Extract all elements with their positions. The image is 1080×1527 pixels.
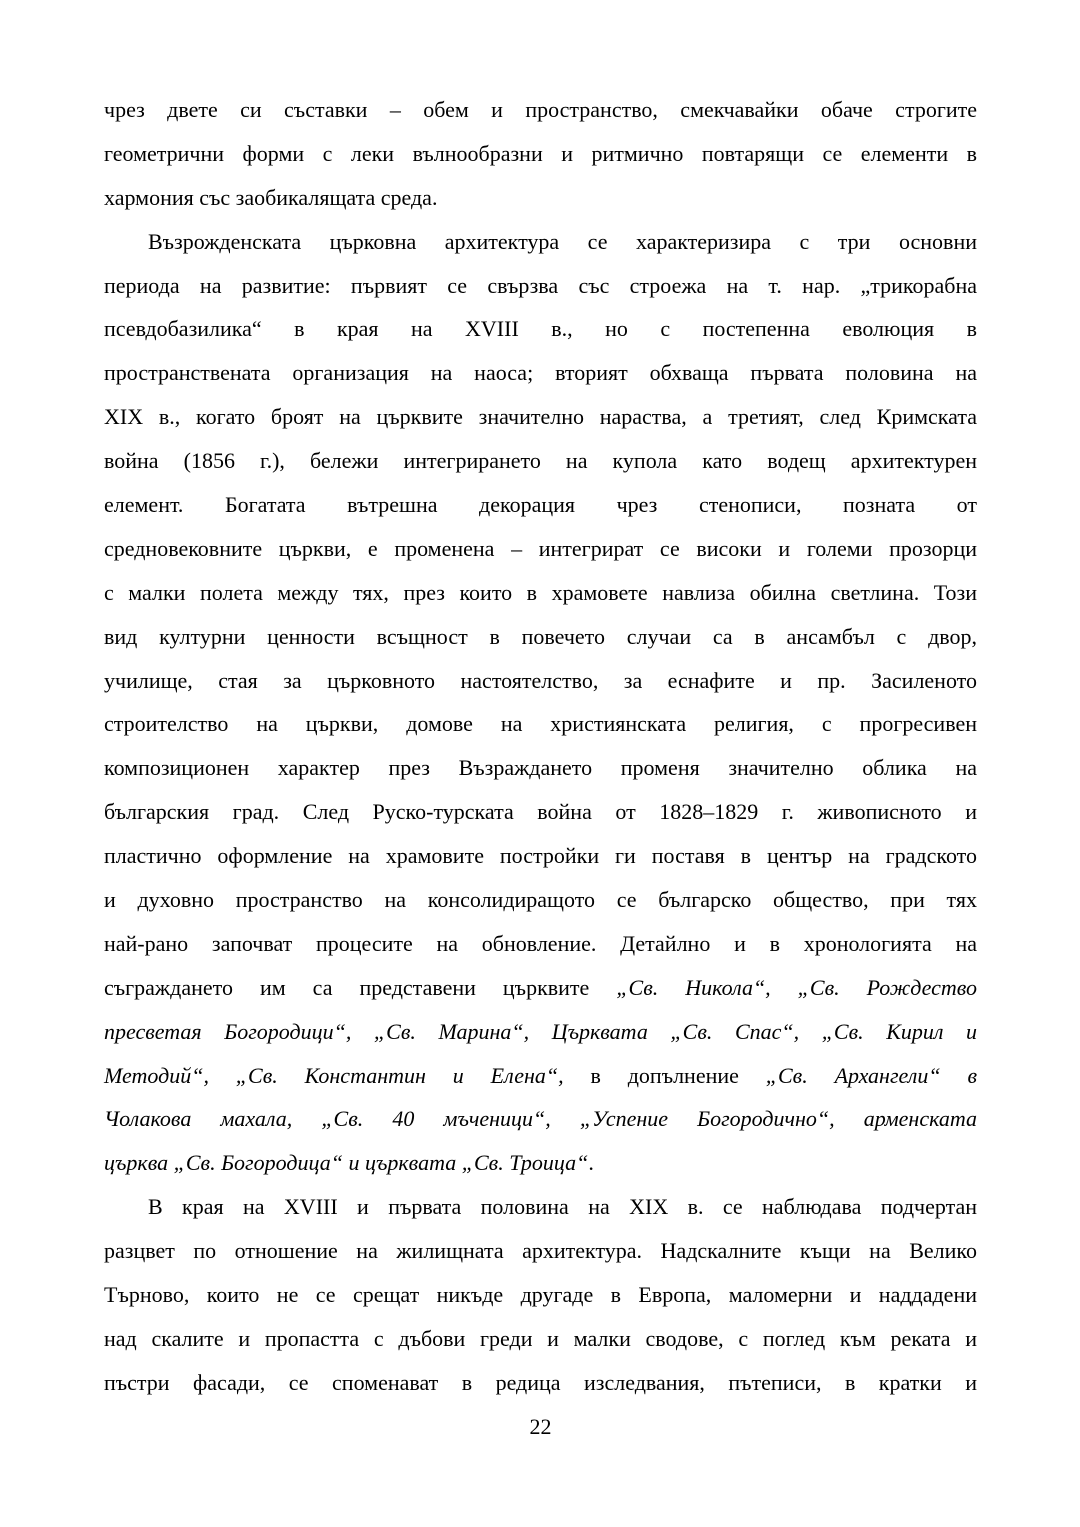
text-line — [104, 307, 977, 351]
text-line — [104, 659, 977, 703]
italic-text-segment: Чолакова махала, „Св. 40 мъченици“, „Успение Богородично“, арменската — [104, 1106, 977, 1132]
text-line — [104, 1141, 977, 1185]
text-segment: псевдобазилика“ в края на XVIII в., но с постепенна еволюция в — [104, 316, 977, 342]
text-line — [104, 1273, 977, 1317]
text-segment: съграждането им са представени църквите — [104, 974, 617, 1000]
text-line — [104, 264, 977, 308]
text-segment: в допълнение — [563, 1062, 766, 1088]
text-segment: В края на XVIII и първата половина на XIX в. се наблюдава подчертан — [148, 1194, 977, 1220]
text-segment: елемент. Богатата вътрешна декорация чрез стенописи, позната от — [104, 492, 977, 518]
text-line — [104, 220, 977, 264]
italic-text-segment: пресветая Богородици“, „Св. Марина“, Църквата „Св. Спас“, „Св. Кирил и — [104, 1018, 977, 1044]
text-line — [104, 1185, 977, 1229]
text-segment: . — [588, 1150, 594, 1176]
text-segment: и духовно пространство на консолидиращото се българско общество, при тях — [104, 887, 977, 913]
text-line — [104, 878, 977, 922]
text-line — [104, 834, 977, 878]
text-line — [104, 615, 977, 659]
text-segment: геометрични форми с леки вълнообразни и ритмично повтарящи се елементи в — [104, 140, 977, 166]
text-line — [104, 176, 977, 220]
text-segment: най-рано започват процесите на обновление. Детайлно и в хронологията на — [104, 930, 977, 956]
text-line — [104, 702, 977, 746]
text-segment: вид културни ценности всъщност в повечето случаи са в ансамбъл с двор, — [104, 623, 977, 649]
text-segment: българския град. След Руско-турската война от 1828–1829 г. живописното и — [104, 799, 977, 825]
text-segment: хармония със заобикалящата среда. — [104, 184, 438, 210]
text-segment: война (1856 г.), бележи интегрирането на купола като водещ архитектурен — [104, 448, 977, 474]
text-line — [104, 439, 977, 483]
text-segment: чрез двете си съставки – обем и пространство, смекчавайки обаче строгите — [104, 97, 977, 122]
text-segment: над скалите и пропастта с дъбови греди и малки сводове, с поглед към реката и — [104, 1325, 977, 1351]
text-line — [104, 351, 977, 395]
text-segment: Възрожденската църковна архитектура се характеризира с три основни — [148, 228, 977, 254]
text-line — [104, 1097, 977, 1141]
text-line — [104, 1229, 977, 1273]
text-segment: пластично оформление на храмовите постройки ги поставя в център на градското — [104, 843, 977, 869]
text-line — [104, 527, 977, 571]
text-segment: пространствената организация на наоса; вторият обхваща първата половина на — [104, 360, 977, 386]
text-line — [104, 571, 977, 615]
text-segment: композиционен характер през Възраждането променя значително облика на — [104, 755, 977, 781]
text-line — [104, 483, 977, 527]
text-segment: строителство на църкви, домове на християнската религия, с прогресивен — [104, 711, 977, 737]
italic-text-segment: църква „Св. Богородица“ и църквата „Св. Троица“ — [104, 1150, 589, 1176]
text-segment: разцвет по отношение на жилищната архитектура. Надскалните къщи на Велико — [104, 1238, 977, 1264]
text-line — [104, 1317, 977, 1361]
text-line — [104, 1054, 977, 1098]
text-block — [104, 88, 977, 1405]
text-line — [104, 88, 977, 132]
text-segment: Търново, които не се срещат никъде другаде в Европа, маломерни и наддадени — [104, 1282, 977, 1308]
text-segment: средновековните църкви, е променена – интегрират се високи и големи прозорци — [104, 535, 977, 561]
text-line — [104, 966, 977, 1010]
text-segment: периода на развитие: първият се свързва със строежа на т. нар. „трикорабна — [104, 272, 977, 298]
italic-text-segment: Методий“, „Св. Константин и Елена“, — [104, 1062, 564, 1088]
text-segment: пъстри фасади, се споменават в редица изследвания, пътеписи, в кратки и — [104, 1369, 977, 1395]
text-segment: с малки полета между тях, през които в храмовете навлиза обилна светлина. Този — [104, 579, 977, 605]
text-line — [104, 395, 977, 439]
italic-text-segment: „Св. Архангели“ в — [765, 1062, 977, 1088]
text-line — [104, 790, 977, 834]
text-segment: училище, стая за църковното настоятелство, за еснафите и пр. Засиленото — [104, 667, 977, 693]
text-line — [104, 1361, 977, 1405]
text-line — [104, 746, 977, 790]
page-number: 22 — [529, 1414, 552, 1439]
italic-text-segment: „Св. Никола“, „Св. Рождество — [616, 974, 977, 1000]
text-segment: XIX в., когато броят на църквите значително нараства, а третият, след Кримската — [104, 404, 977, 430]
text-line — [104, 1010, 977, 1054]
text-line — [104, 922, 977, 966]
text-line — [104, 132, 977, 176]
